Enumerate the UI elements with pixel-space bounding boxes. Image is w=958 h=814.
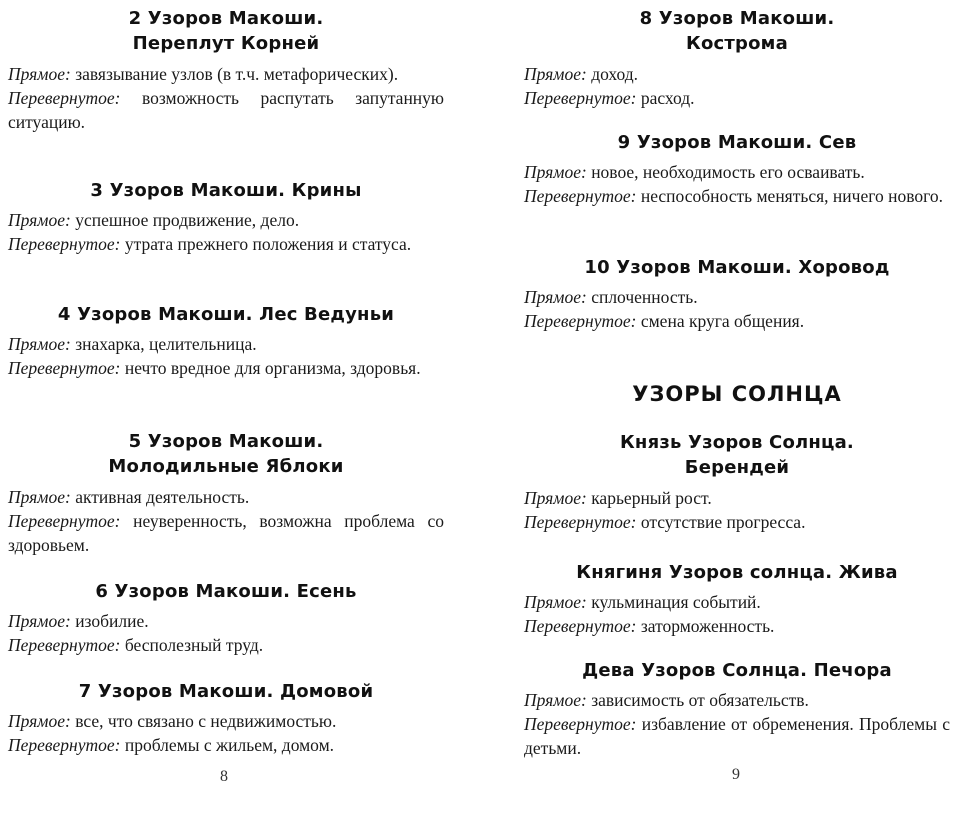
reversed-text: проблемы с жильем, домом. <box>124 735 335 755</box>
upright-label: Прямое: <box>524 592 587 612</box>
reversed-label: Перевернутое: <box>524 186 637 206</box>
upright-text: сплоченность. <box>591 287 698 307</box>
card-entry <box>524 255 950 333</box>
upright-text: все, что связано с недвижимостью. <box>75 711 337 731</box>
heading-line: Молодильные Яблоки <box>108 456 344 477</box>
card-entry <box>8 679 444 757</box>
entry-heading <box>524 658 950 683</box>
upright-label: Прямое: <box>524 488 587 508</box>
card-entry <box>524 430 950 534</box>
reversed-label: Перевернутое: <box>524 311 637 331</box>
upright-label: Прямое: <box>8 487 71 507</box>
entry-heading <box>8 6 444 56</box>
upright-text: активная деятельность. <box>75 487 250 507</box>
upright-label: Прямое: <box>524 287 587 307</box>
entry-body <box>524 160 950 208</box>
heading-line: Переплут Корней <box>132 33 320 54</box>
upright-label: Прямое: <box>8 611 71 631</box>
reversed-text: отсутствие прогресса. <box>640 512 806 532</box>
page-number: 9 <box>732 766 740 783</box>
entry-heading <box>8 679 444 704</box>
upright-text: карьерный рост. <box>591 488 712 508</box>
reversed-label: Перевернутое: <box>524 616 637 636</box>
entry-heading <box>8 178 444 203</box>
upright-text: завязывание узлов (в т.ч. метафорических). <box>75 64 399 84</box>
heading-line: Берендей <box>684 457 790 478</box>
card-entry <box>8 302 444 380</box>
entry-heading <box>8 302 444 327</box>
heading-line: 7 Узоров Макоши. Домовой <box>78 681 374 702</box>
upright-text: доход. <box>591 64 639 84</box>
heading-line: Дева Узоров Солнца. Печора <box>582 660 892 681</box>
reversed-label: Перевернутое: <box>8 511 121 531</box>
upright-text: зависимость от обязательств. <box>591 690 809 710</box>
reversed-text: бесполезный труд. <box>124 635 264 655</box>
card-entry <box>8 579 444 657</box>
heading-line: Князь Узоров Солнца. <box>620 432 854 453</box>
entry-heading <box>524 430 950 480</box>
reversed-text: утрата прежнего положения и статуса. <box>124 234 412 254</box>
heading-line: 4 Узоров Макоши. Лес Ведуньи <box>57 304 395 325</box>
reversed-text: заторможенность. <box>640 616 775 636</box>
page-number: 8 <box>220 768 228 785</box>
entry-body <box>8 485 444 557</box>
heading-line: 5 Узоров Макоши. <box>128 431 324 452</box>
upright-text: изобилие. <box>75 611 149 631</box>
upright-text: кульминация событий. <box>591 592 761 612</box>
upright-label: Прямое: <box>8 334 71 354</box>
reversed-label: Перевернутое: <box>8 735 121 755</box>
entry-body <box>8 332 444 380</box>
card-entry <box>8 6 444 134</box>
upright-label: Прямое: <box>524 690 587 710</box>
entry-body <box>524 590 950 638</box>
reversed-label: Перевернутое: <box>524 512 637 532</box>
entry-body <box>8 208 444 256</box>
entry-body <box>524 688 950 760</box>
entry-body <box>524 285 950 333</box>
entry-heading <box>524 6 950 56</box>
card-entry <box>8 178 444 256</box>
reversed-label: Перевернутое: <box>524 714 637 734</box>
card-entry <box>8 429 444 557</box>
heading-line: 6 Узоров Макоши. Есень <box>95 581 357 602</box>
heading-line: 3 Узоров Макоши. Крины <box>90 180 362 201</box>
entry-heading <box>524 560 950 585</box>
heading-line: 9 Узоров Макоши. Сев <box>617 132 857 153</box>
heading-line: 2 Узоров Макоши. <box>128 8 324 29</box>
upright-text: успешное продвижение, дело. <box>75 210 300 230</box>
entry-body <box>524 486 950 534</box>
upright-label: Прямое: <box>8 210 71 230</box>
reversed-text: избавление от обременения. Проблемы с детьми. <box>524 714 951 758</box>
reversed-label: Перевернутое: <box>8 88 121 108</box>
entry-heading <box>8 579 444 604</box>
upright-text: знахарка, целительница. <box>75 334 257 354</box>
entry-body <box>8 62 444 134</box>
entry-heading <box>8 429 444 479</box>
upright-label: Прямое: <box>524 162 587 182</box>
reversed-label: Перевернутое: <box>8 358 121 378</box>
heading-line: 10 Узоров Макоши. Хоровод <box>584 257 890 278</box>
heading-line: 8 Узоров Макоши. <box>639 8 835 29</box>
reversed-text: смена круга общения. <box>640 311 805 331</box>
reversed-label: Перевернутое: <box>524 88 637 108</box>
entry-body <box>524 62 950 110</box>
reversed-text: возможность распутать запутанную ситуацию. <box>8 88 444 132</box>
card-entry <box>524 560 950 638</box>
reversed-text: неуверенность, возможна проблема со здоровьем. <box>8 511 445 555</box>
card-entry <box>524 6 950 110</box>
card-entry <box>524 658 950 760</box>
heading-line: Княгиня Узоров солнца. Жива <box>576 562 898 583</box>
card-entry <box>524 130 950 208</box>
section-title: УЗОРЫ СОЛНЦА <box>632 382 842 406</box>
upright-label: Прямое: <box>524 64 587 84</box>
entry-heading <box>524 255 950 280</box>
reversed-label: Перевернутое: <box>8 234 121 254</box>
entry-heading <box>524 130 950 155</box>
reversed-text: расход. <box>640 88 695 108</box>
upright-text: новое, необходимость его осваивать. <box>591 162 865 182</box>
upright-label: Прямое: <box>8 711 71 731</box>
heading-line: Кострома <box>686 33 788 54</box>
reversed-text: нечто вредное для организма, здоровья. <box>124 358 421 378</box>
reversed-label: Перевернутое: <box>8 635 121 655</box>
entry-body <box>8 709 444 757</box>
upright-label: Прямое: <box>8 64 71 84</box>
reversed-text: неспособность меняться, ничего нового. <box>640 186 943 206</box>
entry-body <box>8 609 444 657</box>
